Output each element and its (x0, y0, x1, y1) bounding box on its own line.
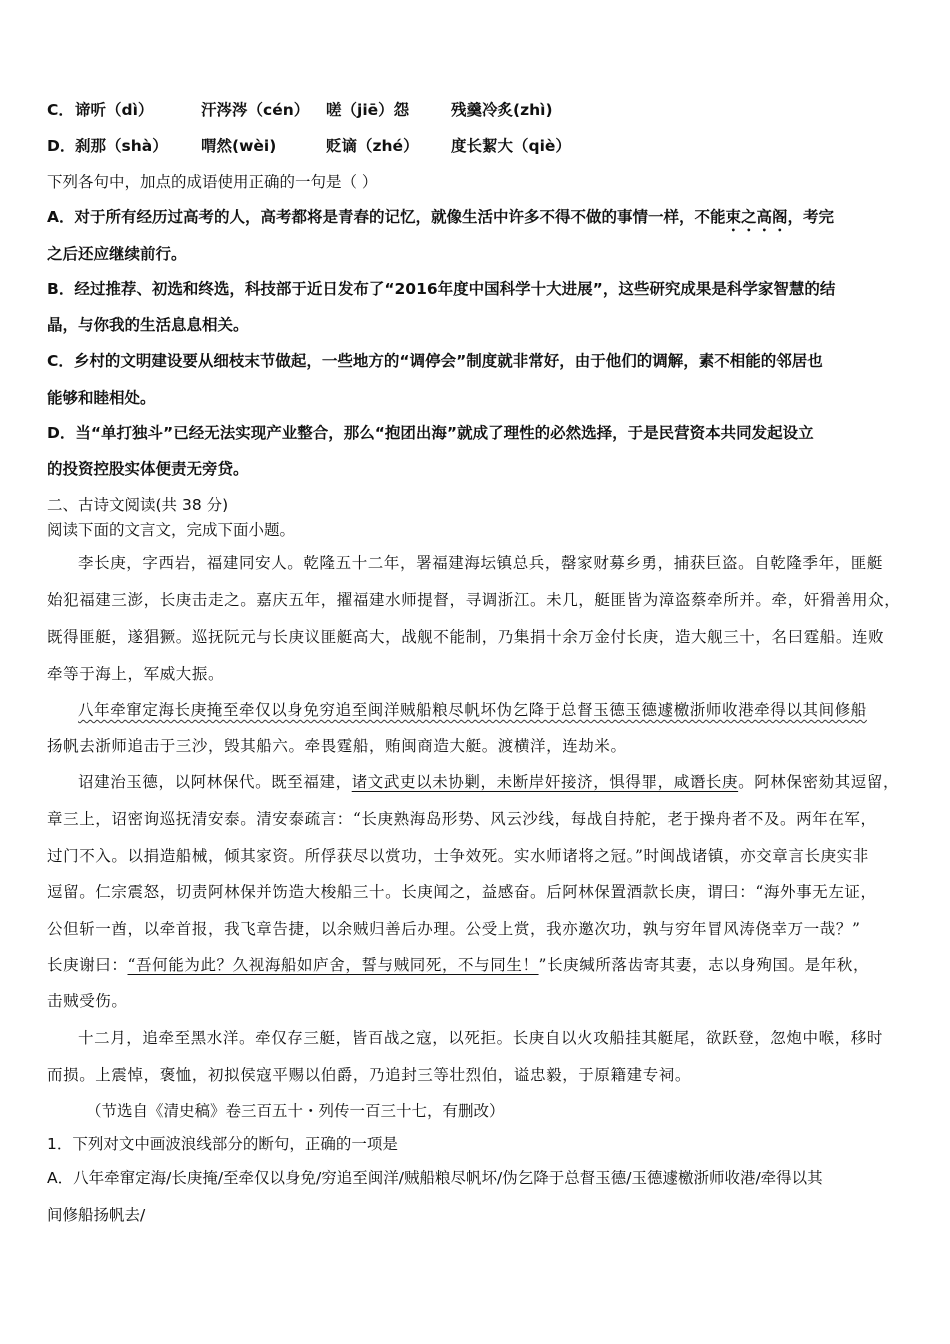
passage-line-wavy (78, 701, 867, 720)
choice-b-line1: B．经过推荐、初选和终选，科技部于近日发布了“2016年度中国科学十大进展”，这些研究成果是科学家智慧的结 (47, 280, 836, 298)
choice-text: ，考完 (787, 208, 835, 226)
passage-text: ”长庚缄所落齿寄其妻，志以身殉国。是年秋， (538, 956, 870, 974)
option-label: D． (47, 137, 76, 155)
option-item: 喟然(wèi) (201, 137, 277, 155)
choice-d-line2: 的投资控股实体便责无旁贷。 (47, 460, 249, 478)
question-1-stem: 1．下列对文中画波浪线部分的断句，正确的一项是 (47, 1135, 398, 1153)
passage-line: 始犯福建三澎，长庚击走之。嘉庆五年，擢福建水师提督，寻调浙江。未几，艇匪皆为漳盗蔡牵所并。牵，奸猾善用众， (47, 591, 901, 609)
passage-line: 既得匪艇，遂猖獗。巡抚阮元与长庚议匪艇高大，战舰不能制，乃集捐十余万金付长庚，造大舰三十，名曰霆船。连败 (47, 628, 885, 646)
choice-b-line2: 晶，与你我的生活息息相关。 (47, 316, 249, 334)
passage-line (78, 773, 899, 792)
passage-line: 牵等于海上，军威大振。 (47, 665, 225, 683)
passage-line (47, 956, 869, 975)
option-row-d (47, 137, 571, 156)
question-1-choice-a: A．八年牵窜定海/长庚掩/至牵仅以身免/穷追至闽洋/贼船粮尽帆坏/伪乞降于总督玉德/玉德遽檄浙师收港/牵得以其 (47, 1169, 823, 1187)
choice-c-line1: C．乡村的文明建设要从细枝末节做起，一些地方的“调停会”制度就非常好，由于他们的调解，素不相能的邻居也 (47, 352, 823, 370)
passage-line: 章三上，诏密询巡抚清安泰。清安泰疏言：“长庚熟海岛形势、风云沙线，每战自持舵，老于操舟者不及。两年在军， (47, 810, 877, 828)
passage-line: 公但斩一酋，以牵首报，我飞章告捷，以余贼归善后办理。公受上赏，我亦邀次功，孰与穷年冒风涛侥幸万一哉？” (47, 920, 861, 938)
choice-a-line2: 之后还应继续前行。 (47, 245, 187, 263)
option-label: C． (47, 101, 74, 119)
choice-text: A．对于所有经历过高考的人，高考都将是青春的记忆，就像生活中许多不得不做的事情一样，不能 (47, 208, 726, 226)
passage-source: （节选自《清史稿》卷三百五十・列传一百三十七，有删改） (86, 1102, 505, 1120)
question-1-choice-a-cont: 间修船扬帆去/ (47, 1206, 146, 1224)
passage-text: 诏建治玉德，以阿林保代。既至福建， (78, 773, 352, 791)
wavy-underlined-text: 八年牵窜定海长庚掩至牵仅以身免穷追至闽洋贼船粮尽帆坏伪乞降于总督玉德玉德遽檄浙师收港牵得以其间修船 (78, 701, 867, 719)
option-row-c (47, 101, 553, 120)
passage-line: 击贼受伤。 (47, 992, 128, 1010)
option-item: 刹那（shà） (75, 137, 168, 155)
dotted-idiom: 束之高阁 (725, 208, 788, 226)
option-item: 度长絜大（qiè） (451, 137, 571, 155)
passage-line: 而损。上震悼，褒恤，初拟侯寇平赐以伯爵，乃追封三等壮烈伯，谥忠毅，于原籍建专祠。 (47, 1066, 692, 1084)
choice-c-line2: 能够和睦相处。 (47, 389, 156, 407)
passage-text: 。阿林保密劾其逗留， (738, 773, 900, 791)
passage-line: 逗留。仁宗震怒，切责阿林保并饬造大梭船三十。长庚闻之，益感奋。后阿林保置酒款长庚，谓曰：“海外事无左证， (47, 883, 877, 901)
section-instruction: 阅读下面的文言文，完成下面小题。 (47, 521, 296, 539)
option-item: 贬谪（zhé） (326, 137, 419, 155)
choice-d-line1: D．当“单打独斗”已经无法实现产业整合，那么“抱团出海”就成了理性的必然选择，于是民营资本共同发起设立 (47, 424, 814, 442)
option-item: 残羹冷炙(zhì) (451, 101, 553, 119)
underlined-text: 诸文武吏以未协剿，未断岸奸接济，惧得罪，咸谮长庚 (351, 773, 739, 791)
passage-line: 李长庚，字西岩，福建同安人。乾隆五十二年，署福建海坛镇总兵，罄家财募乡勇，捕获巨盗。自乾隆季年，匪艇 (78, 554, 884, 572)
section-title: 二、古诗文阅读(共 38 分) (47, 496, 229, 514)
choice-a-line1 (47, 208, 834, 235)
underlined-text: “吾何能为此？久视海船如庐舍，誓与贼同死，不与同生！ (127, 956, 539, 974)
option-item: 谛听（dì） (75, 101, 154, 119)
option-item: 嗟（jiē）怨 (326, 101, 410, 119)
question-stem: 下列各句中，加点的成语使用正确的一句是（ ） (47, 173, 378, 191)
passage-line: 过门不入。以捐造船械，倾其家资。所俘获尽以赏功，士争效死。实水师诸将之冠。”时闽战诸镇，亦交章言长庚实非 (47, 847, 869, 865)
passage-text: 长庚谢曰： (47, 956, 128, 974)
passage-line: 十二月，追牵至黑水洋。牵仅存三艇，皆百战之寇，以死拒。长庚自以火攻船挂其艇尾，欲跃登，忽炮中喉，移时 (78, 1029, 884, 1047)
passage-line: 扬帆去浙师追击于三沙，毁其船六。牵畏霆船，贿闽商造大艇。渡横洋，连劫米。 (47, 737, 627, 755)
option-item: 汗涔涔（cén） (201, 101, 310, 119)
